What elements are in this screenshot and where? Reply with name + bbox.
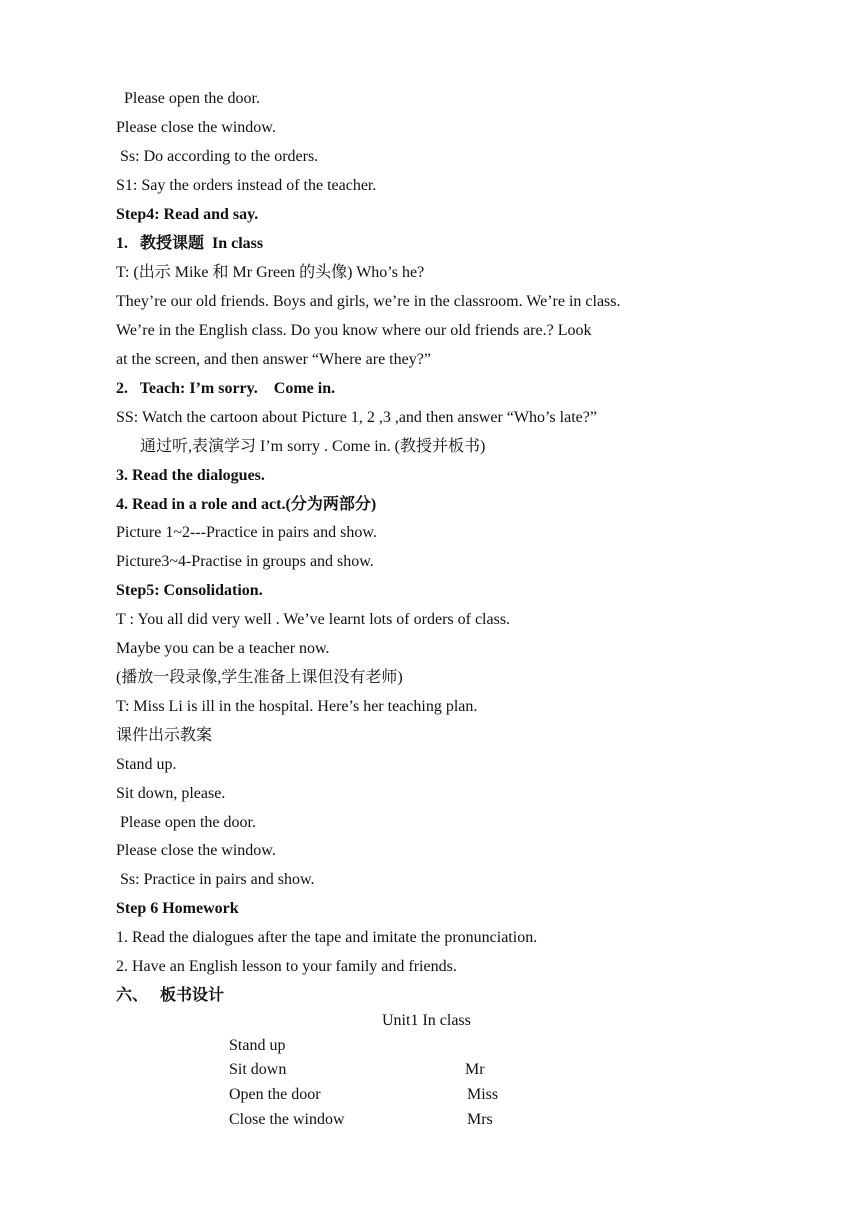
step-heading: Step 6 Homework	[116, 900, 239, 917]
sub-heading: 4. Read in a role and act.(分为两部分)	[116, 496, 377, 513]
text-line: Please close the window.	[116, 119, 276, 136]
text-line: Ss: Do according to the orders.	[116, 148, 319, 165]
board-item: Sit down	[229, 1061, 287, 1078]
step-heading: Step4: Read and say.	[116, 206, 259, 223]
text-line: at the screen, and then answer “Where are they?”	[116, 351, 431, 368]
text-line: (播放一段录像,学生准备上课但没有老师)	[116, 669, 403, 686]
text-line: 课件出示教案	[116, 727, 213, 744]
text-line: S1: Say the orders instead of the teacher.	[116, 177, 377, 194]
text-line: Ss: Practice in pairs and show.	[116, 871, 315, 888]
sub-heading: 2. Teach: I’m sorry. Come in.	[116, 380, 336, 397]
board-title-word: Mr	[465, 1061, 485, 1078]
text-line: SS: Watch the cartoon about Picture 1, 2 ,3 ,and then answer “Who’s late?”	[116, 409, 597, 426]
text-line: Please open the door.	[116, 814, 256, 831]
text-line: We’re in the English class. Do you know where our old friends are.? Look	[116, 322, 592, 339]
text-line: Please open the door.	[116, 90, 260, 107]
text-line: T: (出示 Mike 和 Mr Green 的头像) Who’s he?	[116, 264, 425, 281]
text-line: 2. Have an English lesson to your family and friends.	[116, 958, 457, 975]
board-item: Stand up	[229, 1037, 286, 1054]
board-title-word: Mrs	[467, 1111, 493, 1128]
text-line: 1. Read the dialogues after the tape and imitate the pronunciation.	[116, 929, 538, 946]
section-heading: 六、 板书设计	[116, 987, 225, 1004]
text-line: Maybe you can be a teacher now.	[116, 640, 330, 657]
text-line: They’re our old friends. Boys and girls, we’re in the classroom. We’re in class.	[116, 293, 621, 310]
board-title: Unit1 In class	[382, 1012, 471, 1029]
text-line: Stand up.	[116, 756, 177, 773]
board-item: Close the window	[229, 1111, 345, 1128]
text-line: Please close the window.	[116, 842, 276, 859]
text-line: T: Miss Li is ill in the hospital. Here’s her teaching plan.	[116, 698, 478, 715]
text-line: T : You all did very well . We’ve learnt lots of orders of class.	[116, 611, 511, 628]
text-line: Picture3~4-Practise in groups and show.	[116, 553, 374, 570]
board-item: Open the door	[229, 1086, 321, 1103]
sub-heading: 1. 教授课题 In class	[116, 235, 264, 252]
step-heading: Step5: Consolidation.	[116, 582, 263, 599]
text-line: Picture 1~2---Practice in pairs and show.	[116, 524, 377, 541]
text-line: Sit down, please.	[116, 785, 226, 802]
sub-heading: 3. Read the dialogues.	[116, 467, 265, 484]
text-line: 通过听,表演学习 I’m sorry . Come in. (教授并板书)	[116, 438, 486, 455]
board-title-word: Miss	[467, 1086, 499, 1103]
